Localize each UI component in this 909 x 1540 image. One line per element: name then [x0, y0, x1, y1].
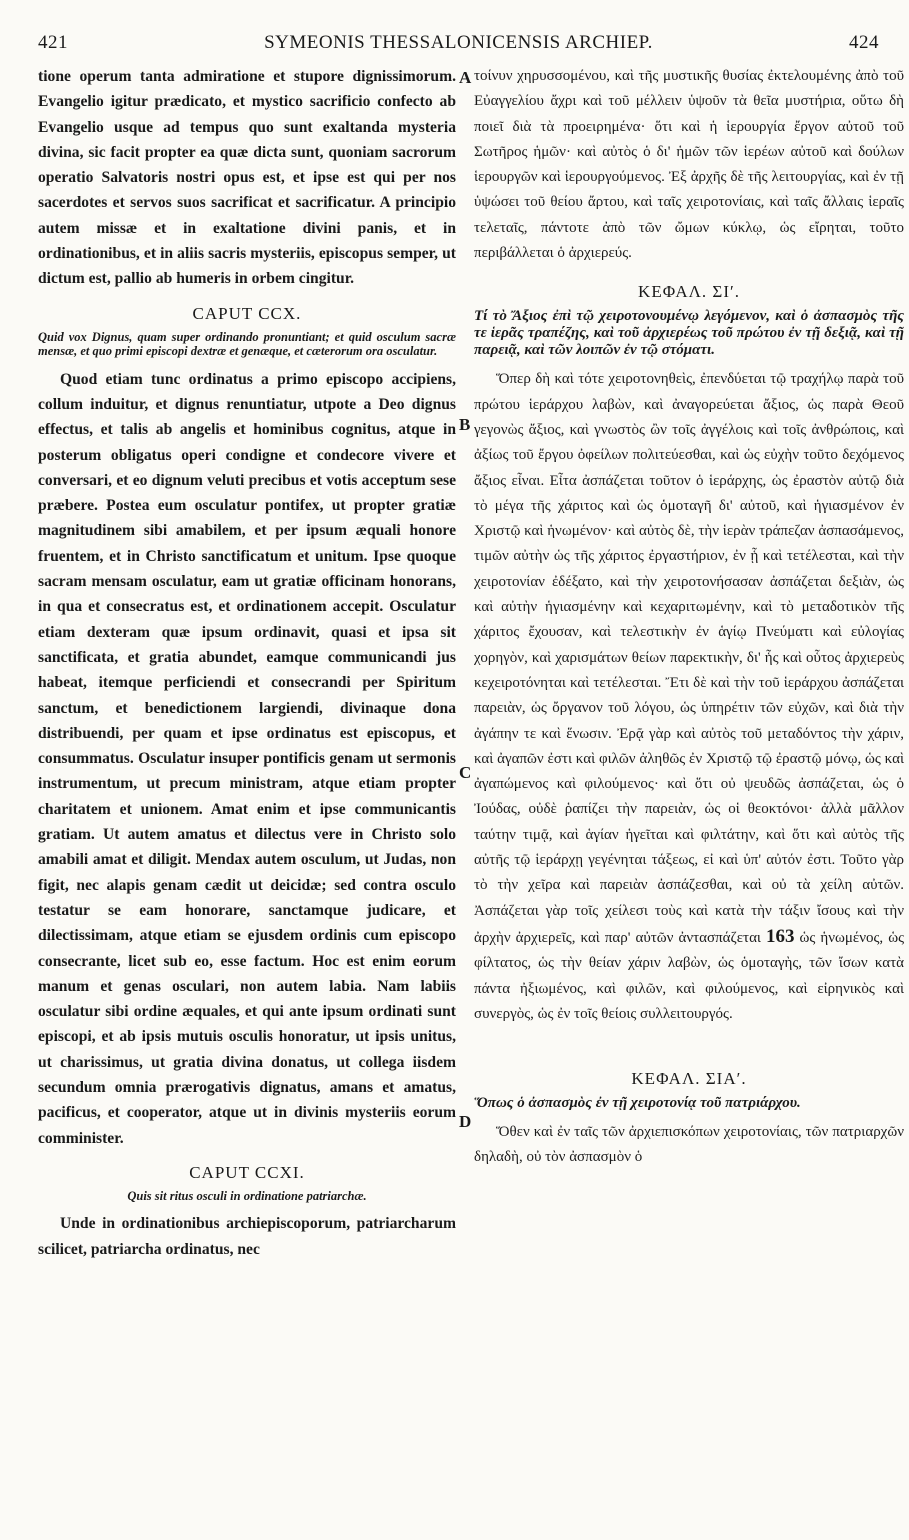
greek-chapter-210-text — [474, 367, 904, 1027]
latin-chapter-210-summary: Quid vox Dignus, quam super ordinando pronuntiant; et quid osculum sacræ mensæ, et quo primi episcopi dextræ et genæque, et cæterorum ora osculatur. — [38, 329, 456, 359]
page-number-left: 421 — [38, 32, 68, 53]
margin-marker-c: C — [459, 763, 472, 782]
margin-marker-d: D — [459, 1112, 472, 1131]
greek-chapter-211-summary: Ὅπως ὁ ἀσπασμὸς ἐν τῇ χειροτονίᾳ τοῦ πατριάρχου. — [474, 1095, 801, 1112]
margin-page-number: 163 — [766, 925, 795, 947]
latin-chapter-211-summary: Quis sit ritus osculi in ordinatione patriarchæ. — [127, 1188, 367, 1203]
greek-chapter-211-title: ΚΕΦΑΛ. ΣΙΑʹ. — [631, 1069, 747, 1089]
greek-chapter-210-summary: Τί τὸ Ἄξιος ἐπὶ τῷ χειροτονουμένῳ λεγόμενον, καὶ ὁ ἀσπασμὸς τῆς τε ἱερᾶς τραπέζης, καὶ τοῦ ἀρχιερέως τοῦ πρώτου ἐν τῇ δεξιᾷ, καὶ τῇ παρειᾷ, καὶ τῶν λοιπῶν ἐν τῷ στόματι. — [474, 308, 904, 359]
latin-chapter-210-title: CAPUT CCX. — [192, 303, 302, 323]
running-title: SYMEONIS THESSALONICENSIS ARCHIEP. — [264, 32, 653, 53]
greek-chapter-210-title: ΚΕΦΑΛ. ΣΙʹ. — [638, 282, 740, 302]
page-number-right: 424 — [849, 32, 879, 53]
latin-column — [38, 64, 456, 1532]
greek-chapter-210-text-main: Ὅπερ δὴ καὶ τότε χειροτονηθεὶς, ἐπενδύεται τῷ τραχήλῳ παρὰ τοῦ πρώτου ἱεράρχου λαβὼν, καὶ ἀναγορεύεται ἄξιος, ὡς παρὰ Θεοῦ γεγονὼς ἄξιος, καὶ γνωστὸς ὢν τοῖς ἀγγέλοις καὶ τοῖς ἀνθρώποις, καὶ ἀξίως τοῦ ἔργου ὀφείλων πολιτεύεσθαι, καὶ ὡς εὐχὴν τοῦτο δεχόμενος ἄξιος εἶναι. Εἶτα ἀσπάζεται τοῦτον ὁ ἱεράρχης, ὡς ἐραστὸν αὐτῷ διὰ τὸ μέγα τῆς χάριτος καὶ ὡς ὁμοταγῆ δι' αὐτοῦ, καὶ ἡγιασμένον ἐν Χριστῷ καὶ ἡνωμένον· καὶ αὐτὸς δὲ, τὴν ἱερὰν τράπεζαν ἀσπασάμενος, τιμῶν αὐτὴν ὡς τῆς χάριτος ἐργαστήριον, ἐν ᾗ καὶ τετέλεσται, καὶ τὴν χειροτονίαν ἐδέξατο, καὶ τὴν χειροτονήσασαν ἀσπάζεται δεξιὰν, ὡς καὶ αὐτὴν ἡγιασμένην καὶ κεχαριτωμένην, καὶ τὸ μεταδοτικὸν τῆς χάριτος ἔχουσαν, καὶ τελεστικὴν ἐν ἁγίῳ Πνεύματι καὶ εὐλογίας χορηγὸν, καὶ χαρισμάτων θείων παρεκτικὴν, δι' ἧς καὶ οὗτος ἀρχιερεὺς κεχειροτόνηται καὶ τετέλεσται. Ἔτι δὲ καὶ τὴν τοῦ ἱεράρχου ἀσπάζεται παρειὰν, ὡς ὄργανον τοῦ λόγου, ὡς ὑπηρέτιν τῶν εὐχῶν, καὶ διὰ τὴν ἀγάπην τε καὶ ἕνωσιν. Ἐρᾷ γὰρ καὶ αὐτὸς τοῦ μεταδόντος τὴν χάριν, καὶ ἀγαπῶν ἐστι καὶ φιλῶν ἀληθῶς ἐν Χριστῷ τῷ ἐραστῷ μόνῳ, ὡς καὶ ἀγαπώμενος καὶ φιλούμενος· καὶ ὅτι οὐ ψευδῶς ἀσπάζεται, ὡς ὁ Ἰούδας, οὐδὲ ῥαπίζει τὴν παρειὰν, ὡς οἱ θεοκτόνοι· ἀλλὰ μᾶλλον ταύτην τιμᾷ, καὶ ἁγίαν ἡγεῖται καὶ φιλτάτην, καὶ ὅτι καὶ αὐτὸς τῆς αὐτῆς τῷ ἱεράρχῃ γεγένηται τάξεως, εἰ καὶ ὑπ' αὐτόν ἐστι. Τοῦτο γὰρ τὸ τὴν χεῖρα καὶ παρειὰν ἀσπάζεσθαι, καὶ οὐ τὰ χείλη αὐτῶν. Ἀσπάζεται γὰρ τοῖς χείλεσι τοὺς καὶ κατὰ τὴν τάξιν ἴσους καὶ τὴν ἀρχὴν ἀρχιερεῖς, καὶ παρ' αὐτῶν ἀντασπάζεται — [474, 371, 904, 946]
latin-chapter-211-text: Unde in ordinationibus archiepiscoporum, patriarcharum scilicet, patriarcha ordinatus, nec — [38, 1215, 456, 1258]
running-head — [38, 32, 879, 58]
greek-intro-paragraph: τοίνυν χηρυσσομένου, καὶ τῆς μυστικῆς θυσίας ἐκτελουμένης ἀπὸ τοῦ Εὐαγγελίου ἄχρι καὶ τοῦ μέλλειν ὑψοῦν τὰ θεῖα μυστήρια, οὕτω δὴ ποιεῖ διὰ τὰ προειρημένα· ὅτι καὶ ἡ ἱερουργία ἔργον αὐτοῦ τοῦ Σωτῆρος ἡμῶν· καὶ αὐτὸς ὁ δι' ἡμῶν τῶν ἱερέων αὐτοῦ καὶ δούλων ἱερουργῶν καὶ ἱερουργούμενος. Ἐξ ἀρχῆς δὲ τῆς λειτουργίας, καὶ ἐν τῇ ὑψώσει τοῦ θείου ἄρτου, καὶ ταῖς χειροτονίαις, καὶ ταῖς ἄλλαις ἱεραῖς τελεταῖς, πάντοτε ἀπὸ τῶν ὤμων κύκλῳ, ὡς εἴρηται, τοῦτο περιβάλλεται ὁ ἀρχιερεύς. — [474, 68, 904, 262]
latin-intro-paragraph: tione operum tanta admiratione et stupore dignissimorum. Evangelio igitur prædicato, et mystico sacrificio confecto ab Evangelio usque ad tempus quo sunt exaltanda mysteria divina, sic facit propter ea quæ dicta sunt, quoniam sacrorum operatio Salvatoris nostri opus est, et ipse est qui per nos sacerdotes et servos suos sacrificat et sacrificatur. A principio autem missæ et in exaltatione divini panis, et in ordinationibus, et in aliis sacris mysteriis, episcopus semper, ut dictum est, pallio ab humeris in orbem cingitur. — [38, 68, 456, 288]
margin-marker-a: A — [459, 68, 472, 87]
margin-marker-b: B — [459, 415, 471, 434]
latin-chapter-210-text: Quod etiam tunc ordinatus a primo episcopo accipiens, collum induitur, et dignus renuntiatur, utpote a Deo dignus effectus, et talis ab angelis et hominibus cognitus, atque in posterum obligatus operi condigne et condecore vivere et conversari, et eo dignum veluti precibus et votis acceptum sese præbere. Postea eum osculatur pontifex, ut propter gratiæ magnitudinem sibi amabilem, et per ipsum æquali honore fruentem, et in Christo sanctificatum et unitum. Ipse quoque sacram mensam osculatur, eam ut gratiæ officinam honorans, in qua et consecratus est, et ordinationem accepit. Osculatur etiam dexteram quæ ipsum ordinavit, quasi et ipsa sit sanctificata, et gratia abundet, eamque communicandi jus habeat, itemque perficiendi et consecrandi per Spiritum sanctum, et benedictionem largiendi, divinaque dona distribuendi, per quam et ipse ordinatus est episcopus, et consummatus. Osculatur insuper pontificis genam ut sermonis instrumentum, ut precum ministram, atque etiam propter charitatem et unionem. Amat enim et ipse communicantis gratiam. Ut autem amatus et dilectus vere in Christo solo amabili amat et diligit. Mendax autem osculum, ut Judas, non figit, nec alapis genam cædit ut deicidæ; sed contra osculo testatur se eam honorare, sanctamque judicare, et dilectissimam, atque etiam se ejusdem ordinis cum episcopo consecrante, licet sub eo, esse factum. Hoc est enim eorum manum et genas osculari, non autem labia. Nam labiis osculatur sibi ordine æquales, et qui ante ipsum ordinati sunt episcopi, et ab ipsis mutuis osculis honoratur, ut ipsis unitus, ut charissimus, ut gratia divina donatus, ut collega iisdem secundum omnia prærogativis dignatus, amans et amatus, pacificus, et cooperator, atque ut in divinis mysteriis eorum comminister. — [38, 370, 456, 1147]
latin-chapter-211-title: CAPUT CCXI. — [189, 1162, 305, 1182]
greek-column — [474, 64, 904, 1532]
greek-chapter-211-text: Ὅθεν καὶ ἐν ταῖς τῶν ἀρχιεπισκόπων χειροτονίαις, τῶν πατριαρχῶν δηλαδὴ, οὐ τὸν ἀσπασμὸν ὁ — [474, 1124, 904, 1166]
greek-chapter-210-text-end: ὡς ἡνωμένος, ὡς φίλτατος, ὡς τὴν θείαν χάριν λαβὼν, ὡς ὁμοταγὴς, τῶν ἴσων κατὰ πάντα ἠξιωμένος, καὶ φιλῶν, καὶ φιλούμενος, καὶ εἰρηνικὸς καὶ συνεργὸς, ὡς ἐν τοῖς θείοις συλλειτουργός. — [474, 929, 904, 1022]
